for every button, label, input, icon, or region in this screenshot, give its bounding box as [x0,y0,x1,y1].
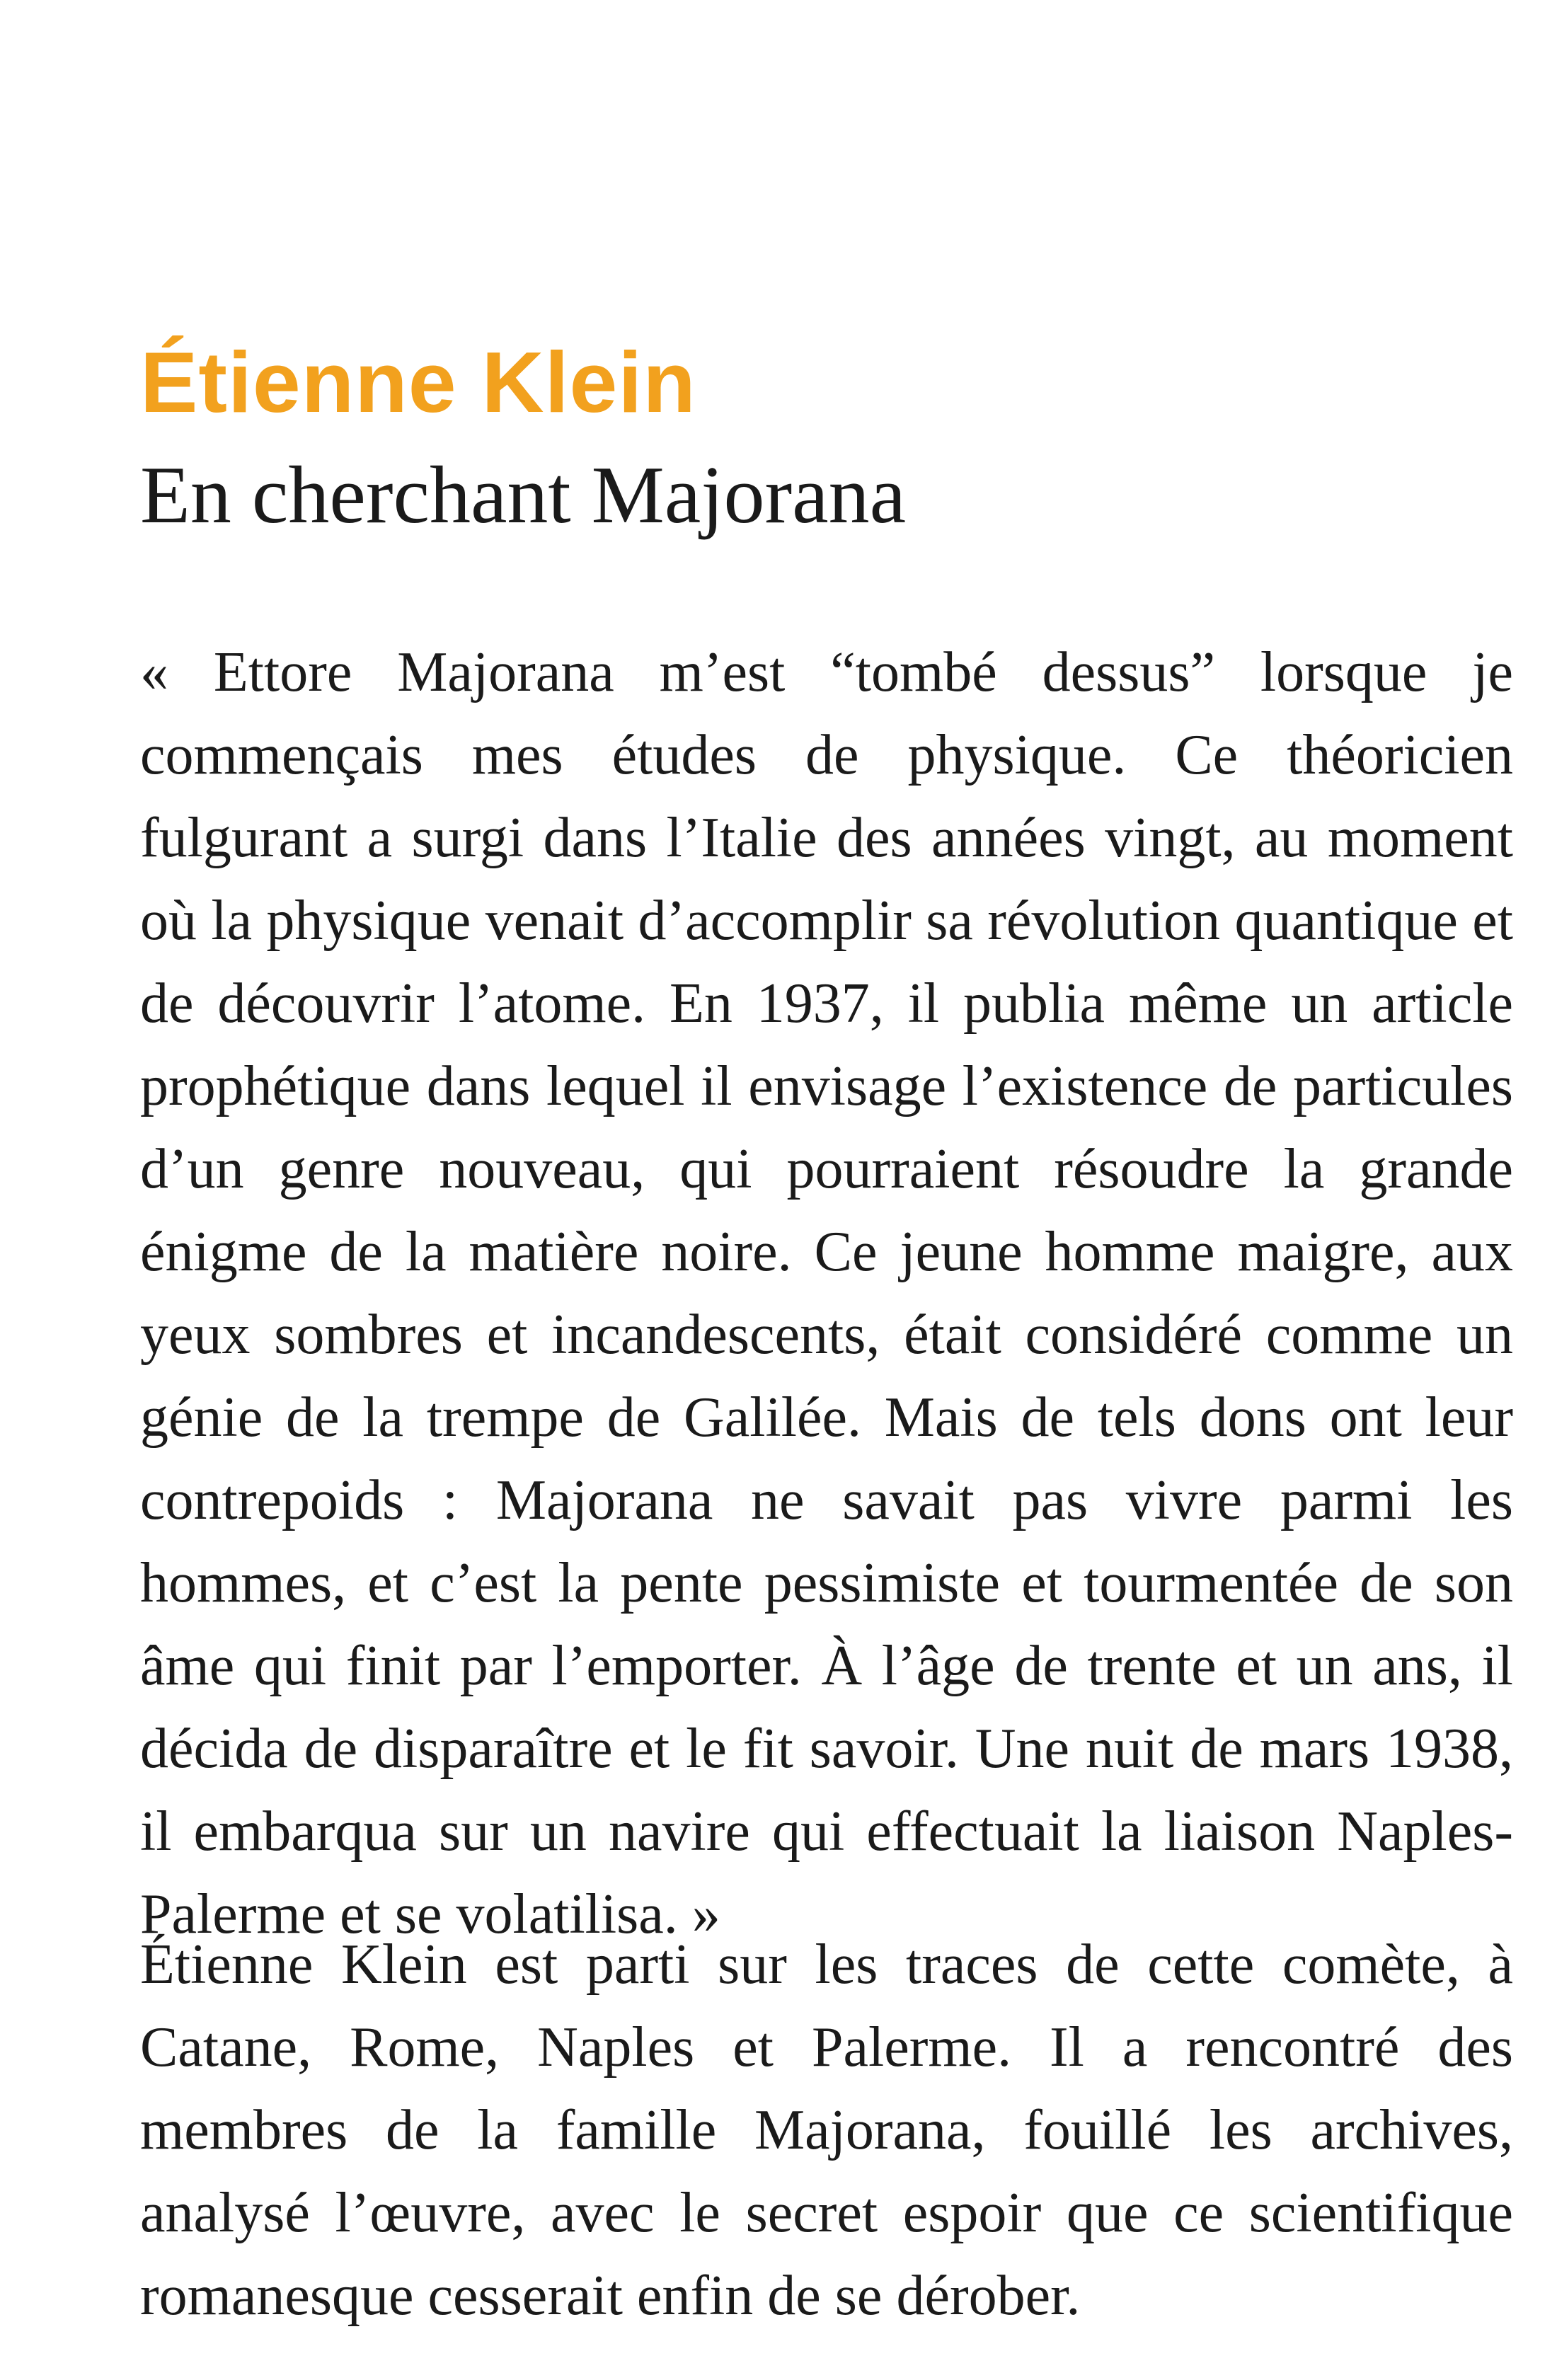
book-title: En cherchant Majorana [140,450,907,541]
quote-paragraph: « Ettore Majorana m’est “tombé dessus” lorsque je commençais mes études de physique. Ce théoricien fulgurant a surgi dans l’Italie des années vingt, au moment où la physique venait d’accomplir sa révolution quantique et de découvrir l’atome. En 1937, il publia même un article prophétique dans lequel il envisage l’existence de particules d’un genre nouveau, qui pourraient résoudre la grande énigme de la matière noire. Ce jeune homme maigre, aux yeux sombres et incandescents, était considéré comme un génie de la trempe de Galilée. Mais de tels dons ont leur contrepoids : Majorana ne savait pas vivre parmi les hommes, et c’est la pente pessimiste et tourmentée de son âme qui finit par l’emporter. À l’âge de trente et un ans, il décida de disparaître et le fit savoir. Une nuit de mars 1938, il embarqua sur un navire qui effectuait la liaison Naples-Palerme et se volatilisa. » [140,641,1513,1945]
author-name: Étienne Klein [140,334,696,430]
summary-paragraph: Étienne Klein est parti sur les traces de cette comète, à Catane, Rome, Naples et Palerme. Il a rencontré des membres de la famille Majorana, fouillé les archives, analysé l’œuvre, avec le secret espoir que ce scientifique romanesque cesserait enfin de se dérober. [140,1933,1513,2327]
